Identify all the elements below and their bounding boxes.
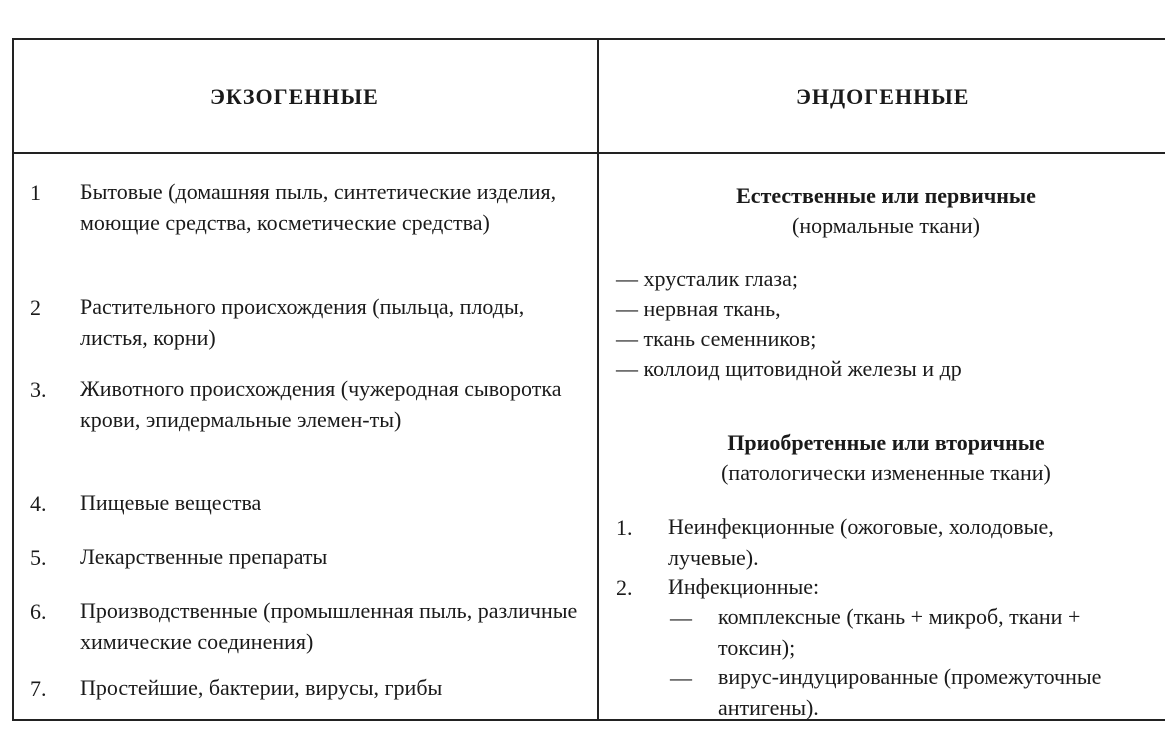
header-divider <box>12 152 1165 154</box>
sub-list-dash: — <box>670 665 692 690</box>
list-item-number: 6. <box>30 599 47 624</box>
column-divider <box>597 38 599 721</box>
list-item: Животного происхождения (чужеродная сыворотка крови, эпидермальные элемен-ты) <box>80 376 562 432</box>
list-item: Инфекционные: <box>668 574 820 599</box>
acquired-title: Приобретенные или вторичные <box>727 430 1045 455</box>
list-item: — коллоид щитовидной железы и др <box>616 356 962 381</box>
list-item: Простейшие, бактерии, вирусы, грибы <box>80 675 443 700</box>
sub-list-dash: — <box>670 605 692 630</box>
list-item-number: 2. <box>616 575 633 600</box>
list-item: Лекарственные препараты <box>80 544 328 569</box>
list-item: Растительного происхождения (пыльца, плоды, листья, корни) <box>80 294 525 350</box>
sub-list-item: комплексные (ткань + микроб, ткани + токсин); <box>718 604 1081 660</box>
list-item: Неинфекционные (ожоговые, холодовые, лучевые). <box>668 514 1054 570</box>
header-endogenous: ЭНДОГЕННЫЕ <box>796 84 970 109</box>
list-item: Бытовые (домашняя пыль, синтетические изделия, моющие средства, косметические средства) <box>80 179 557 235</box>
list-item: — хрусталик глаза; <box>616 266 798 291</box>
list-item-number: 1. <box>616 515 633 540</box>
list-item: Пищевые вещества <box>80 490 262 515</box>
header-exogenous: ЭКЗОГЕННЫЕ <box>210 84 379 109</box>
natural-title: Естественные или первичные <box>736 183 1036 208</box>
list-item: — ткань семенников; <box>616 326 817 351</box>
list-item-number: 4. <box>30 491 47 516</box>
list-item-number: 7. <box>30 676 47 701</box>
list-item-number: 2 <box>30 295 41 320</box>
list-item: Производственные (промышленная пыль, различные химические соединения) <box>80 598 578 654</box>
list-item-number: 5. <box>30 545 47 570</box>
list-item-number: 3. <box>30 377 47 402</box>
acquired-subtitle: (патологически измененные ткани) <box>721 460 1051 485</box>
sub-list-item: вирус-индуцированные (промежуточные антигены). <box>718 664 1102 720</box>
natural-subtitle: (нормальные ткани) <box>792 213 980 238</box>
list-item: — нервная ткань, <box>616 296 781 321</box>
list-item-number: 1 <box>30 180 41 205</box>
